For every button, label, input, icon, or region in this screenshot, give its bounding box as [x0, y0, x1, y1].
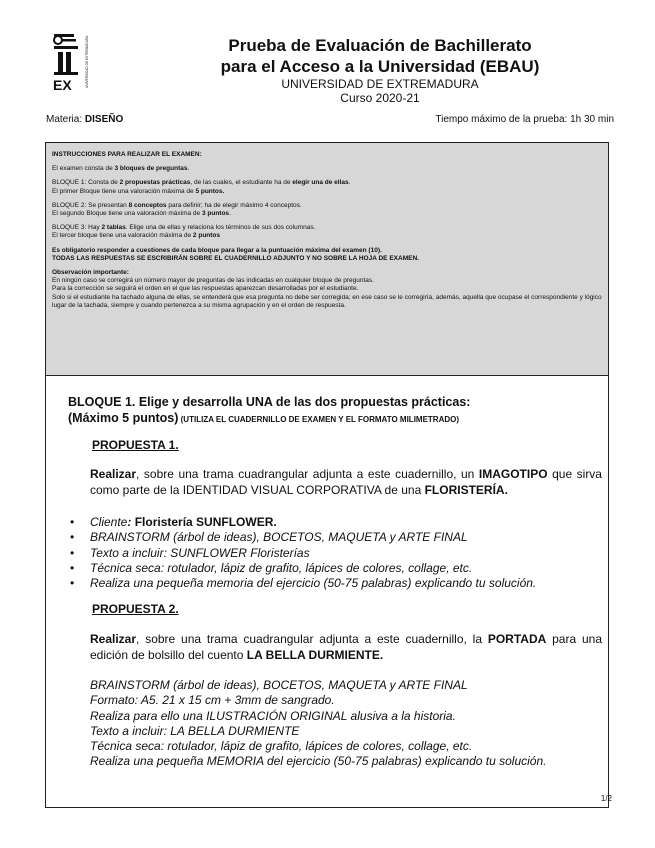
subject-label: Materia:: [46, 114, 83, 125]
text-fragment: .: [229, 210, 231, 218]
propuesta2-list: [90, 678, 602, 770]
instructions-bloque1: [52, 179, 602, 195]
logo-side-text: UNIVERSIDAD DE EXTREMADURA: [85, 35, 89, 88]
text-fragment: Realizar: [90, 467, 137, 481]
instructions-observation: [52, 269, 602, 310]
text-fragment: Solo si el estudiante ha tachado alguna de ellas, se entenderá que esa pregunta no debe ser corregida; en ese caso se le corregiría, además, aquella que ocupase el correspondiente y lógico lugar de la tachada, siempre y cuando pertenezca a su misma agrupación y en el orden de respuesta.: [52, 293, 602, 309]
instructions-bloque3: [52, 224, 602, 240]
text-fragment: El tercer bloque tiene una valoración máxima de: [52, 232, 193, 240]
text-fragment: . Elige una de ellas y relaciona los términos de sus dos columnas.: [125, 224, 316, 232]
text-fragment: 2 tablas: [101, 224, 126, 232]
list-item: [68, 546, 598, 561]
propuesta1-list: [68, 515, 598, 591]
text-fragment: 8 conceptos: [128, 201, 167, 209]
exam-time: Tiempo máximo de la prueba: 1h 30 min: [435, 114, 614, 125]
list-item: Realiza para ello una ILUSTRACIÓN ORIGINAL alusiva a la historia.: [90, 708, 456, 723]
text-fragment: El primer Bloque tiene una valoración máxima de: [52, 187, 196, 195]
propuesta1-paragraph: [90, 467, 602, 498]
instructions-box: [45, 142, 609, 376]
text-fragment: .: [348, 179, 351, 187]
list-item: [68, 576, 598, 591]
text-fragment: Observación importante:: [52, 269, 129, 277]
list-item: BRAINSTORM (árbol de ideas), BOCETOS, MAQUETA y ARTE FINAL: [90, 678, 468, 692]
text-fragment: PORTADA: [487, 632, 547, 646]
propuesta2-paragraph: [90, 632, 602, 663]
exam-header: [160, 35, 600, 105]
propuesta1-heading: PROPUESTA 1.: [92, 438, 179, 452]
header-university: UNIVERSIDAD DE EXTREMADURA: [281, 77, 479, 91]
text-fragment: :: [127, 515, 135, 529]
text-fragment: .: [187, 165, 190, 173]
text-fragment: TODAS LAS RESPUESTAS SE ESCRIBIRÁN SOBRE EL CUADERNILLO ADJUNTO Y NO SOBRE LA HOJA DE EXAMEN.: [52, 254, 419, 262]
text-fragment: FLORISTERÍA.: [424, 482, 508, 497]
text-fragment: elegir una de ellas: [292, 179, 349, 187]
text-fragment: Cliente: [90, 515, 128, 529]
text-fragment: , de las cuales, el estudiante ha de: [190, 179, 293, 187]
instructions-intro: [52, 165, 602, 173]
list-item: [68, 515, 598, 530]
list-item: Formato: A5. 21 x 15 cm + 3mm de sangrado.: [90, 693, 335, 708]
instructions-mandatory: [52, 247, 602, 263]
subject-line: [46, 114, 123, 125]
text-fragment: IMAGOTIPO: [478, 467, 548, 481]
text-fragment: Realiza una pequeña memoria del ejercicio (50-75 palabras) explicando tu solución.: [90, 576, 537, 591]
text-fragment: 3 bloques de preguntas: [114, 165, 188, 173]
header-title-line1: Prueba de Evaluación de Bachillerato: [228, 36, 532, 55]
header-course: Curso 2020-21: [340, 91, 420, 105]
text-fragment: , sobre una trama cuadrangular adjunta a este cuadernillo, un: [136, 467, 479, 481]
list-item: Texto a incluir: LA BELLA DURMIENTE: [90, 723, 300, 738]
text-fragment: , sobre una trama cuadrangular adjunta a este cuadernillo, la: [136, 632, 488, 646]
bloque1-title: [68, 394, 470, 428]
list-item: [68, 561, 598, 576]
text-fragment: Floristería SUNFLOWER.: [134, 515, 277, 529]
text-fragment: 3 puntos: [201, 210, 230, 218]
text-fragment: que sirva como parte de la IDENTIDAD VISUAL CORPORATIVA de una: [90, 467, 602, 497]
text-fragment: Técnica seca: rotulador, lápiz de grafito, lápices de colores, collage, etc.: [90, 560, 473, 575]
text-fragment: 5 puntos.: [195, 187, 225, 195]
text-fragment: BLOQUE 2: Se presentan: [52, 201, 129, 209]
text-fragment: Texto a incluir: SUNFLOWER Floristerías: [90, 545, 310, 560]
text-fragment: (Máximo 5 puntos): [68, 411, 179, 425]
text-fragment: 2 propuestas prácticas: [119, 179, 191, 187]
bloque1-box: [45, 376, 609, 808]
list-item: [68, 530, 598, 545]
text-fragment: LA BELLA DURMIENTE.: [246, 647, 384, 662]
text-fragment: BLOQUE 1. Elige y desarrolla UNA de las dos propuestas prácticas:: [68, 395, 471, 409]
logo-text: EX: [53, 77, 72, 92]
text-fragment: 2 puntos: [192, 232, 221, 240]
page-number: 1/2: [600, 794, 612, 803]
text-fragment: El segundo Bloque tiene una valoración máxima de: [52, 210, 202, 218]
text-fragment: Realizar: [90, 632, 137, 646]
text-fragment: para una edición de bolsillo del cuento: [90, 632, 602, 662]
list-item: Realiza una pequeña MEMORIA del ejercicio (50-75 palabras) explicando tu solución.: [90, 754, 547, 769]
text-fragment: BRAINSTORM (árbol de ideas), BOCETOS, MAQUETA y ARTE FINAL: [90, 530, 468, 545]
propuesta2-heading: PROPUESTA 2.: [92, 602, 179, 616]
text-fragment: Para la corrección se seguirá el orden en el que las respuestas aparezcan desarrolladas por el estudiante.: [52, 285, 359, 293]
university-logo: [50, 30, 102, 92]
text-fragment: BLOQUE 1: Consta de: [52, 179, 120, 187]
instructions-heading: INSTRUCCIONES PARA REALIZAR EL EXAMEN:: [52, 151, 202, 158]
text-fragment: para definir; ha de elegir máximo 4 conceptos.: [166, 201, 302, 209]
text-fragment: BLOQUE 3: Hay: [52, 224, 102, 232]
subject-value: DISEÑO: [84, 114, 124, 125]
text-fragment: Es obligatorio responder a cuestiones de cada bloque para llegar a la puntuación máxima del examen (10).: [52, 246, 382, 254]
instructions-bloque2: [52, 202, 602, 218]
text-fragment: (UTILIZA EL CUADERNILLO DE EXAMEN Y EL FORMATO MILIMETRADO): [178, 415, 460, 424]
header-title-line2: para el Acceso a la Universidad (EBAU): [220, 57, 540, 76]
text-fragment: El examen consta de: [52, 165, 115, 173]
list-item: Técnica seca: rotulador, lápiz de grafito, lápices de colores, collage, etc.: [90, 739, 473, 754]
text-fragment: En ningún caso se corregirá un número mayor de preguntas de las indicadas en cualquier bloque de preguntas.: [52, 277, 374, 285]
